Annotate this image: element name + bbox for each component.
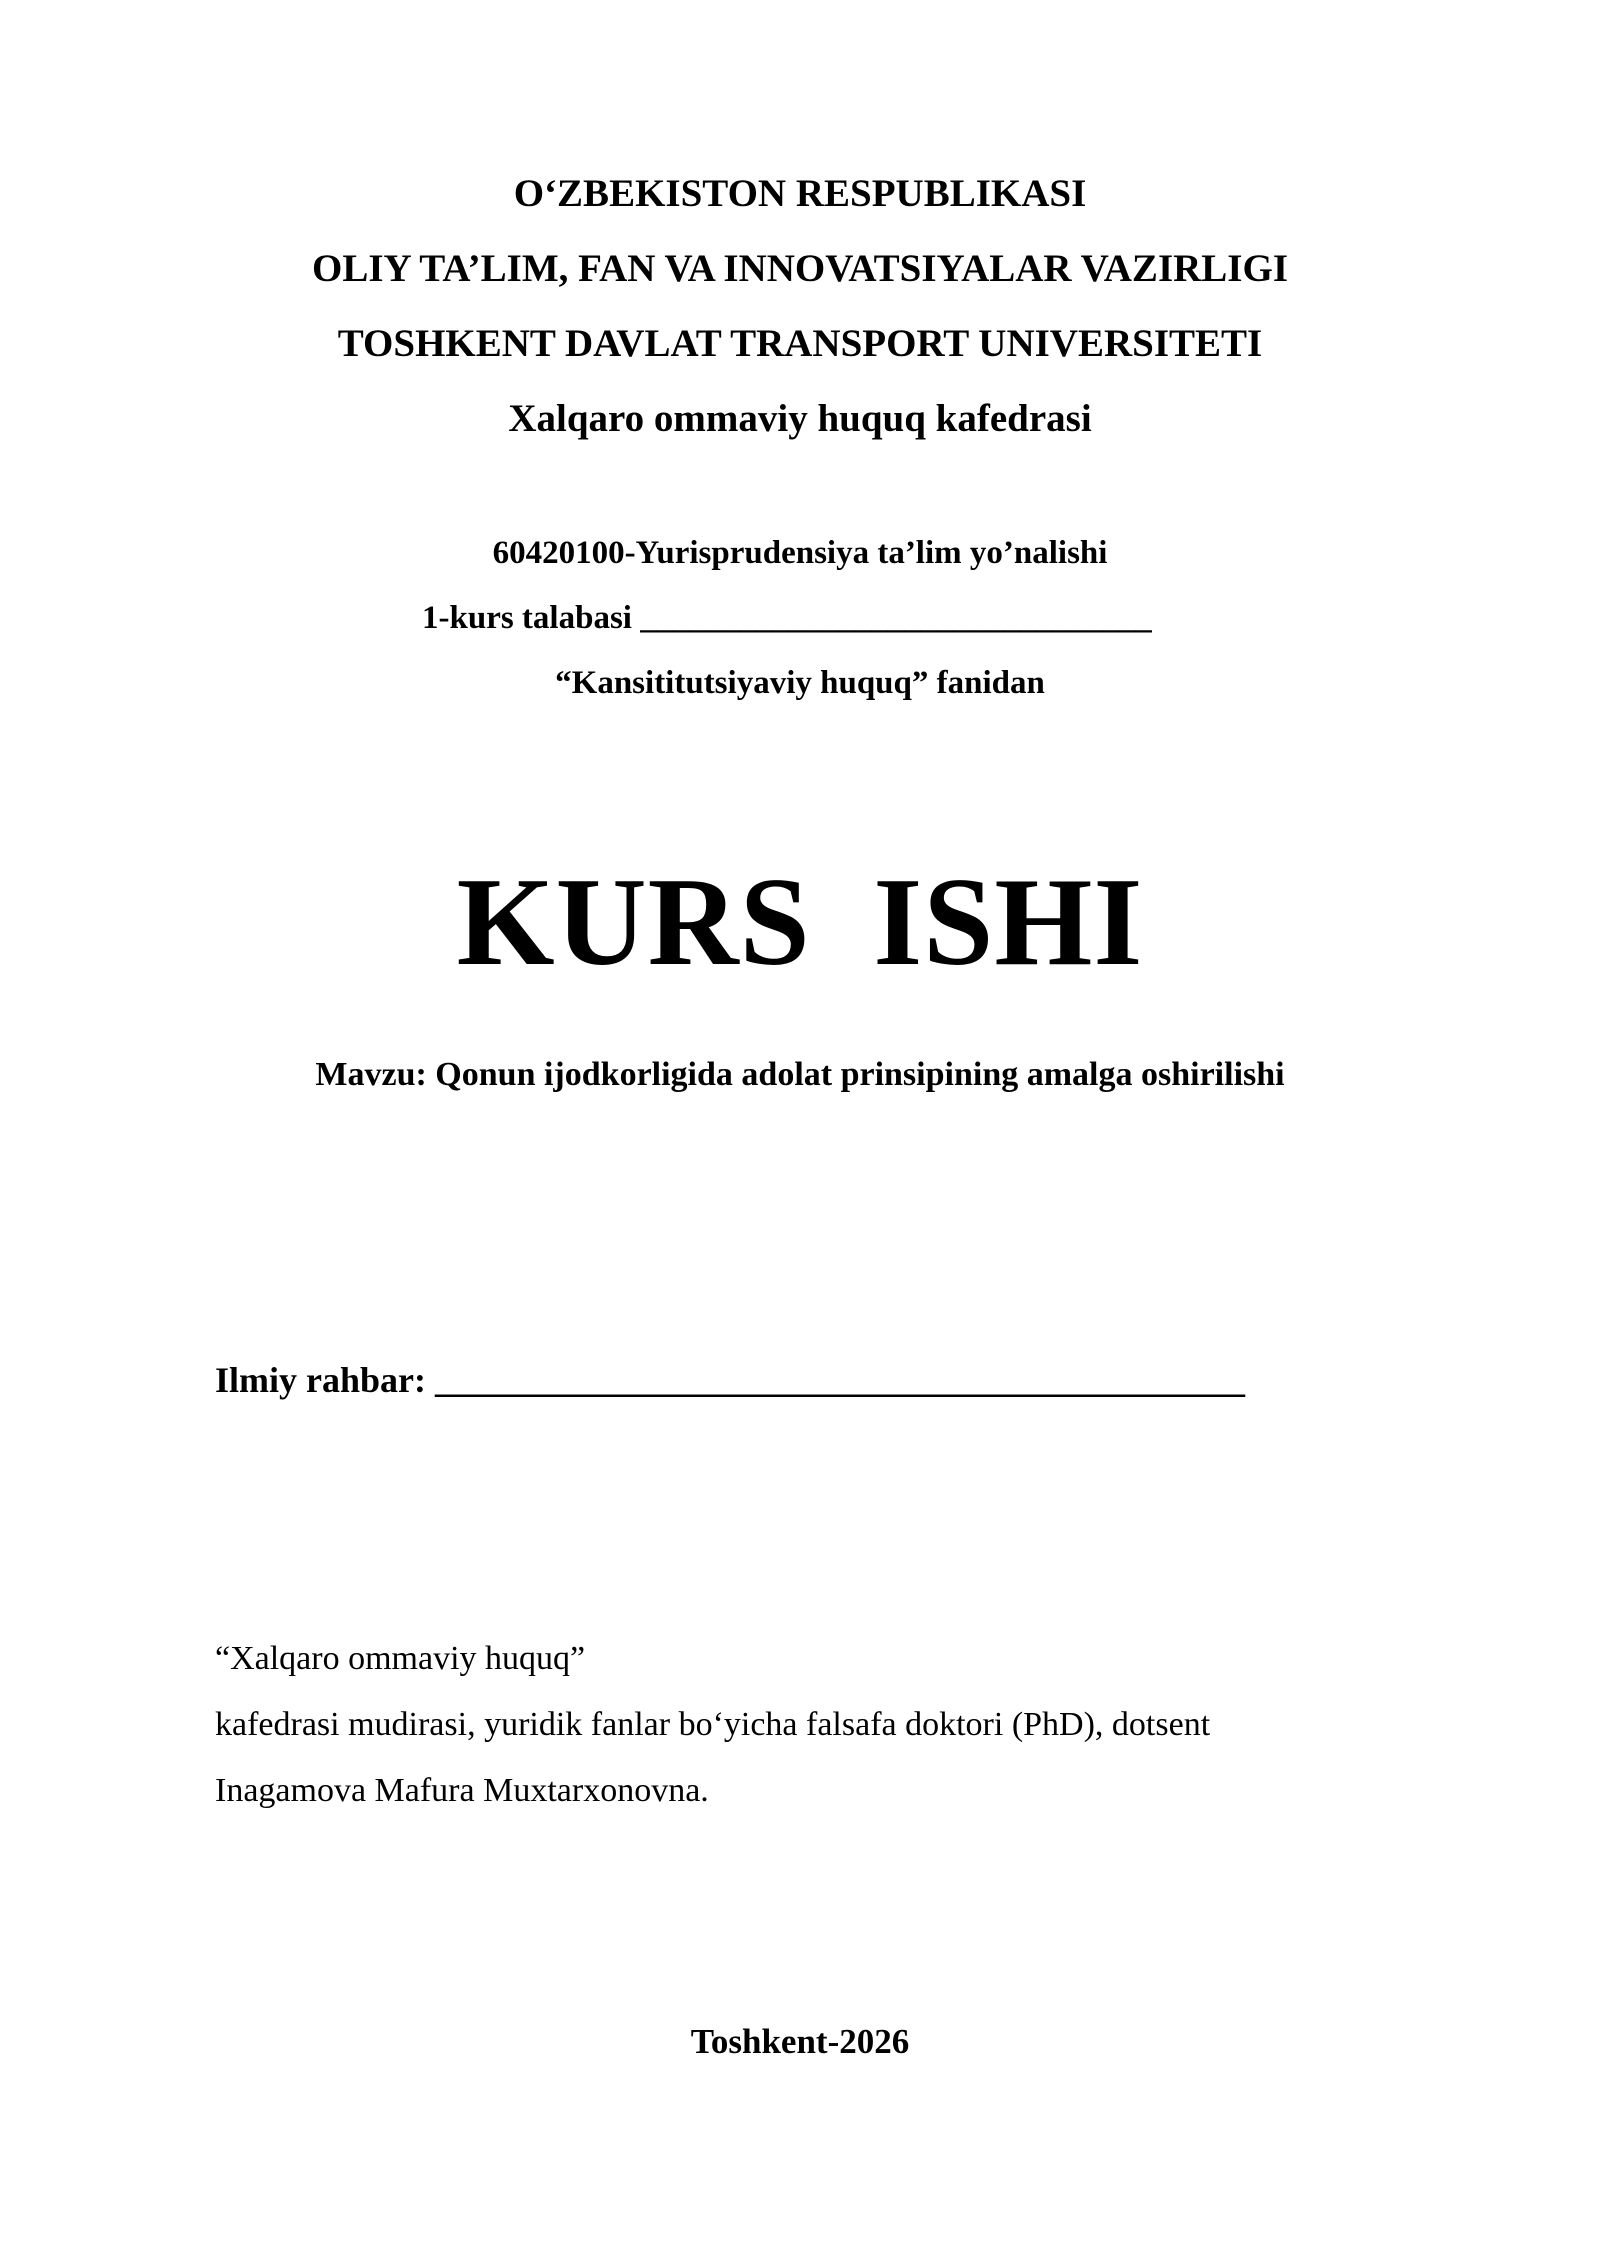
topic-line: Mavzu: Qonun ijodkorligida adolat prinsipining amalga oshirilishi [315,1056,1285,1093]
student-line: 1-kurs talabasi _______________________________ [422,600,1152,636]
study-direction: 60420100-Yurisprudensiya ta’lim yo’nalishi [492,535,1108,571]
document-title: KURS ISHI [456,853,1144,992]
head-department-line3: Inagamova Mafura Muxtarxonovna. [215,1772,709,1809]
subject-name: “Kansititutsiyaviy huquq” fanidan [555,665,1045,701]
republic-name: O‘ZBEKISTON RESPUBLIKASI [513,172,1087,215]
city-year: Toshkent-2026 [690,2022,910,2061]
head-department-line2: kafedrasi mudirasi, yuridik fanlar bo‘yicha falsafa doktori (PhD), dotsent [215,1706,1211,1743]
department-name: Xalqaro ommaviy huquq kafedrasi [508,397,1092,440]
ministry-name: OLIY TA’LIM, FAN VA INNOVATSIYALAR VAZIRLIGI [312,247,1288,290]
head-department-line1: “Xalqaro ommaviy huquq” [215,1640,586,1677]
supervisor-line: Ilmiy rahbar: _____________________________________________ [215,1360,1245,1400]
university-name: TOSHKENT DAVLAT TRANSPORT UNIVERSITETI [337,322,1263,365]
